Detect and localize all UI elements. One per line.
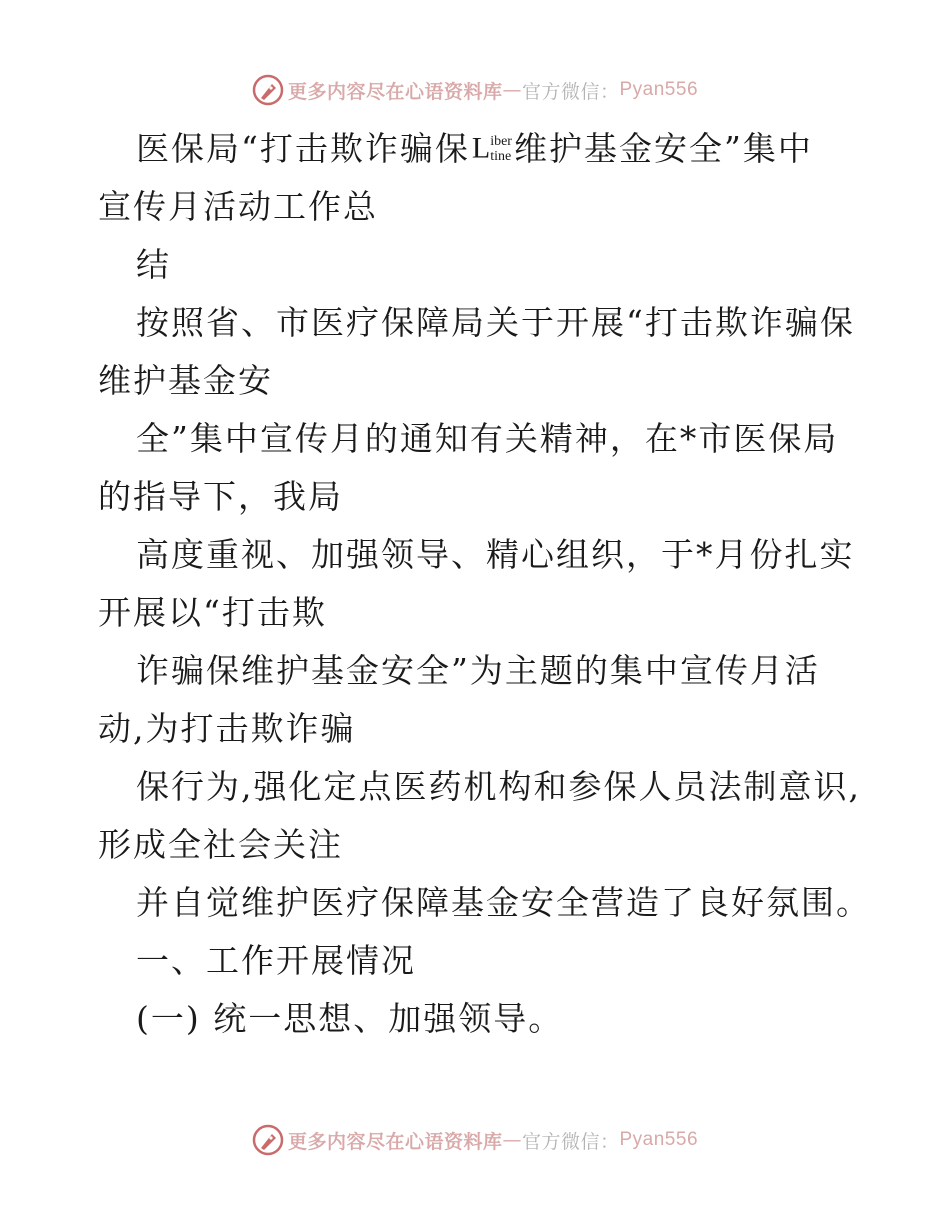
body-line: 开展以“打击欺 xyxy=(98,593,327,632)
body-line: 诈骗保维护基金安全”为主题的集中宣传月活 xyxy=(136,651,820,690)
watermark-wechat-id: Pyan556 xyxy=(619,79,699,100)
body-line: 高度重视、加强领导、精心组织，于*月份扎实 xyxy=(136,535,855,574)
header-watermark xyxy=(0,74,950,106)
document-title-line-3: 结 xyxy=(136,245,171,284)
body-line: 一、工作开展情况 xyxy=(136,941,416,980)
body-line: 按照省、市医疗保障局关于开展“打击欺诈骗保 xyxy=(136,303,855,342)
document-body xyxy=(98,120,871,1048)
body-line: 维护基金安 xyxy=(98,361,273,400)
body-line: 并自觉维护医疗保障基金安全营造了良好氛围。 xyxy=(136,883,871,922)
body-line: 动,为打击欺诈骗 xyxy=(98,709,356,748)
body-line: 保行为,强化定点医药机构和参保人员法制意识, xyxy=(136,767,861,806)
watermark-official-label: 官方微信： xyxy=(521,1130,620,1153)
watermark-official-label: 官方微信： xyxy=(521,80,620,103)
document-title-line-2: 宣传月活动工作总 xyxy=(98,187,378,226)
title-part-2: 维护基金安全”集中 xyxy=(513,129,813,168)
document-title-line-1 xyxy=(98,120,858,178)
title-part-1: 医保局“打击欺诈骗保 xyxy=(136,129,470,168)
body-line: (一) 统一思想、加强领导。 xyxy=(136,999,564,1038)
watermark-main-text: 更多内容尽在心语资料库 xyxy=(287,1130,503,1153)
watermark-separator: — xyxy=(502,79,522,101)
liber-tine-stamp: Liber tine xyxy=(471,131,512,165)
watermark-separator: — xyxy=(502,1129,522,1151)
body-line: 全”集中宣传月的通知有关精神，在*市医保局 xyxy=(136,419,839,458)
footer-watermark xyxy=(0,1124,950,1156)
body-line: 形成全社会关注 xyxy=(98,825,343,864)
watermark-wechat-id: Pyan556 xyxy=(619,1129,699,1150)
body-line: 的指导下，我局 xyxy=(98,477,343,516)
pen-nib-logo-icon xyxy=(252,1124,284,1156)
body-paragraphs xyxy=(98,294,871,1048)
pen-nib-logo-icon xyxy=(252,74,284,106)
watermark-main-text: 更多内容尽在心语资料库 xyxy=(287,80,503,103)
